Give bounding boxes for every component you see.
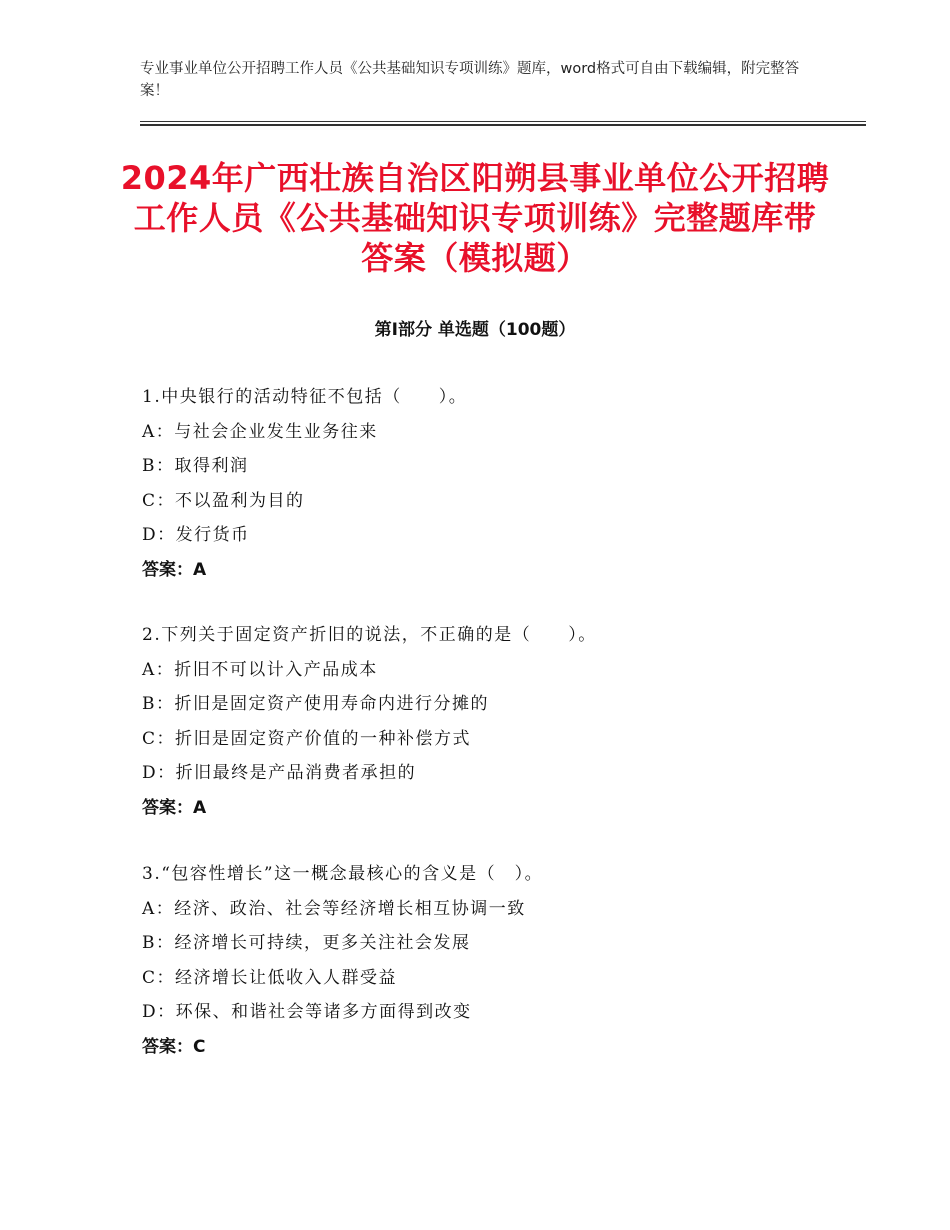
header-divider-thin	[140, 121, 866, 122]
question-stem: 3.“包容性增长”这一概念最核心的含义是（ ）。	[142, 864, 544, 884]
answer: 答案：A	[142, 559, 207, 580]
option-d: D：环保、和谐社会等诸多方面得到改变	[142, 1002, 472, 1022]
document-title: 2024年广西壮族自治区阳朔县事业单位公开招聘工作人员《公共基础知识专项训练》完整题库带答案（模拟题）	[120, 159, 830, 277]
option-a: A：与社会企业发生业务往来	[142, 421, 378, 442]
question-1	[142, 380, 842, 587]
answer: 答案：C	[142, 1036, 206, 1057]
header-divider-thick	[140, 124, 866, 126]
option-a: A：经济、政治、社会等经济增长相互协调一致	[142, 898, 526, 919]
option-d: D：发行货币	[142, 525, 250, 545]
option-b: B：取得利润	[142, 456, 249, 476]
option-c: C：不以盈利为目的	[142, 490, 305, 511]
option-b: B：经济增长可持续，更多关注社会发展	[142, 933, 471, 953]
section-heading: 第Ⅰ部分 单选题（100题）	[374, 320, 576, 340]
option-c: C：折旧是固定资产价值的一种补偿方式	[142, 728, 472, 749]
question-3	[142, 857, 842, 1064]
header-note: 专业事业单位公开招聘工作人员《公共基础知识专项训练》题库，word格式可自由下载编辑，附完整答案！	[140, 61, 800, 99]
option-a: A：折旧不可以计入产品成本	[142, 659, 378, 680]
option-c: C：经济增长让低收入人群受益	[142, 967, 398, 988]
question-2	[142, 618, 842, 825]
option-d: D：折旧最终是产品消费者承担的	[142, 763, 417, 783]
answer: 答案：A	[142, 797, 207, 818]
option-b: B：折旧是固定资产使用寿命内进行分摊的	[142, 694, 489, 714]
question-stem: 2.下列关于固定资产折旧的说法，不正确的是（ ）。	[142, 625, 597, 645]
question-stem: 1.中央银行的活动特征不包括（ ）。	[142, 387, 468, 407]
